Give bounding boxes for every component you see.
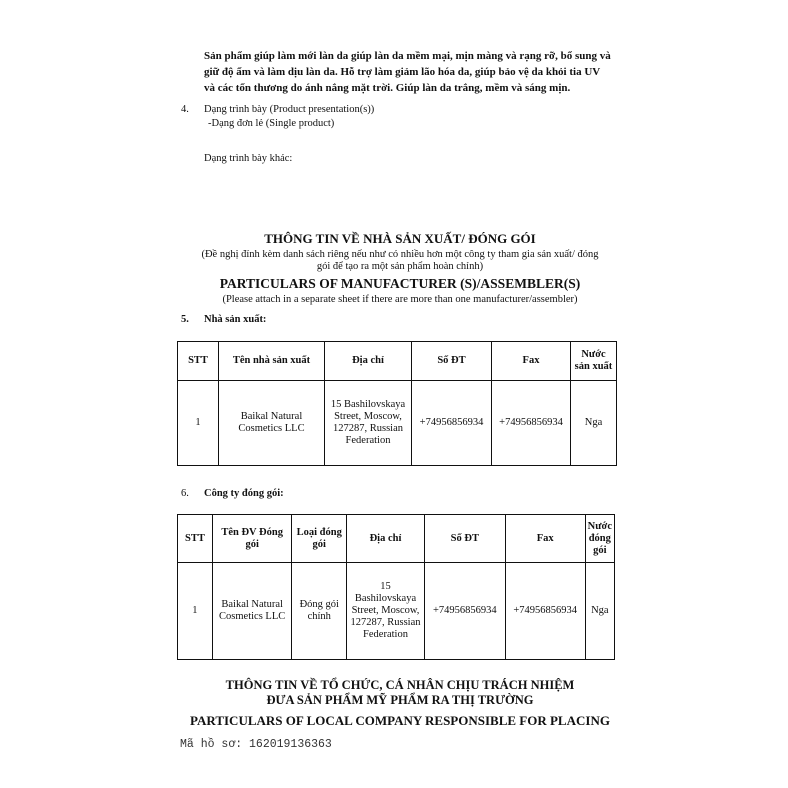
title-line: ĐƯA SẢN PHẨM MỸ PHẨM RA THỊ TRƯỜNG (266, 693, 534, 707)
cell-fax: +74956856934 (505, 563, 585, 660)
section-4-number: 4. (181, 104, 189, 115)
description-line: Sản phẩm giúp làm mới làn da giúp làn da mềm mại, mịn màng và rạng rỡ, bổ sung và (204, 50, 611, 62)
header-phone: Số ĐT (412, 342, 492, 381)
header-address: Địa chỉ (325, 342, 412, 381)
header-name: Tên nhà sản xuất (219, 342, 325, 381)
header-country: Nước sản xuất (571, 342, 617, 381)
cell-stt: 1 (178, 381, 219, 466)
header-name: Tên ĐV Đóng gói (212, 515, 292, 563)
header-fax: Fax (492, 342, 571, 381)
manufacturer-title-en: PARTICULARS OF MANUFACTURER (S)/ASSEMBLER(S) (219, 276, 581, 291)
local-company-title-en: PARTICULARS OF LOCAL COMPANY RESPONSIBLE FOR PLACING (190, 713, 610, 728)
table-header-row (178, 342, 617, 381)
header-country: Nước đóng gói (585, 515, 614, 563)
header-phone: Số ĐT (424, 515, 505, 563)
manufacturer-title-vi: THÔNG TIN VỀ NHÀ SẢN XUẤT/ ĐÓNG GÓI (264, 231, 536, 246)
local-company-title-vi (170, 678, 630, 708)
section-6-title: Công ty đóng gói: (204, 488, 284, 499)
header-stt: STT (178, 342, 219, 381)
cell-fax: +74956856934 (492, 381, 571, 466)
cell-phone: +74956856934 (412, 381, 492, 466)
cell-country: Nga (585, 563, 614, 660)
title-line: THÔNG TIN VỀ TỔ CHỨC, CÁ NHÂN CHỊU TRÁCH NHIỆM (225, 678, 575, 692)
section-5-title: Nhà sản xuất: (204, 314, 267, 325)
cell-address: 15 Bashilovskaya Street, Moscow, 127287, Russian Federation (325, 381, 412, 466)
product-description (204, 48, 611, 96)
cell-name: Baikal Natural Cosmetics LLC (219, 381, 325, 466)
section-6-number: 6. (181, 488, 189, 499)
manufacturer-table (177, 341, 617, 466)
description-line: và các tổn thương do ánh nắng mặt trời. Giúp làn da trắng, mềm và sáng mịn. (204, 82, 571, 94)
table-row (178, 563, 615, 660)
section-4-other: Dạng trình bày khác: (204, 153, 293, 164)
assembler-table (177, 514, 615, 660)
file-code: Mã hồ sơ: 162019136363 (180, 738, 332, 751)
section-4-item: -Dạng đơn lẻ (Single product) (208, 118, 335, 129)
cell-stt: 1 (178, 563, 213, 660)
header-address: Địa chỉ (347, 515, 425, 563)
note-line: (Đề nghị đính kèm danh sách riêng nếu như có nhiều hơn một công ty tham gia sản xuất/ đóng (201, 249, 599, 260)
manufacturer-note-vi (170, 249, 630, 273)
cell-phone: +74956856934 (424, 563, 505, 660)
table-header-row (178, 515, 615, 563)
header-fax: Fax (505, 515, 585, 563)
header-packaging-type: Loại đóng gói (292, 515, 347, 563)
cell-name: Baikal Natural Cosmetics LLC (212, 563, 292, 660)
cell-country: Nga (571, 381, 617, 466)
section-4-title: Dạng trình bày (Product presentation(s)) (204, 104, 375, 115)
manufacturer-note-en: (Please attach in a separate sheet if there are more than one manufacturer/assembler) (222, 294, 578, 305)
note-line: gói để tạo ra một sản phẩm hoàn chỉnh) (316, 261, 484, 272)
cell-address: 15 Bashilovskaya Street, Moscow, 127287, Russian Federation (347, 563, 425, 660)
description-line: giữ độ ẩm và làm dịu làn da. Hỗ trợ làm giảm lão hóa da, giúp bảo vệ da khỏi tia UV (204, 66, 601, 78)
header-stt: STT (178, 515, 213, 563)
table-row (178, 381, 617, 466)
section-5-number: 5. (181, 314, 189, 325)
cell-packaging-type: Đóng gói chính (292, 563, 347, 660)
